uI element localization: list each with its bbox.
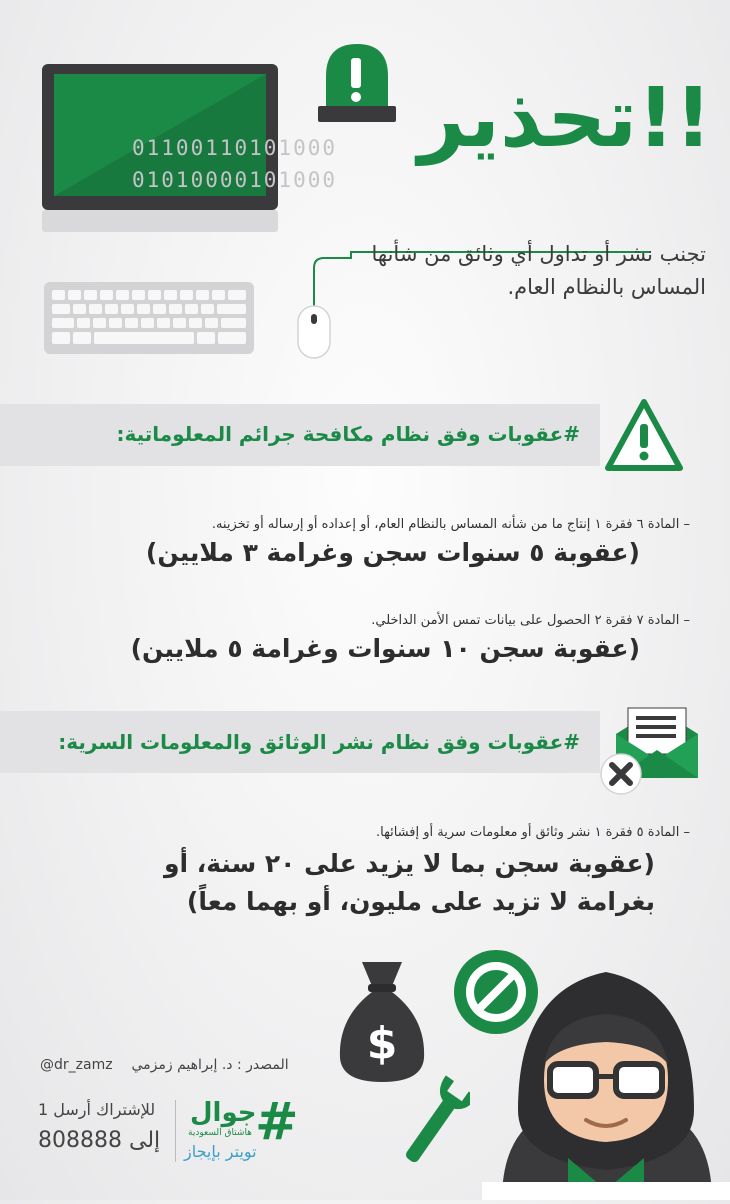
footer-divider	[175, 1100, 176, 1162]
warning-triangle-icon	[604, 398, 684, 472]
binary-code-row-2: 01010000101000	[132, 168, 338, 192]
brand-name: جوال	[190, 1098, 257, 1128]
article-6-text: – المادة ٦ فقرة ١ إنتاج ما من شأنه المساس بالنظام العام، أو إعداده أو إرساله أو تخزينه.	[211, 517, 690, 532]
brand-tagline: تويتر بإيجاز	[184, 1142, 257, 1161]
source-line	[40, 1057, 289, 1073]
keyboard-icon	[44, 282, 254, 354]
hashtag-logo-icon: #	[255, 1092, 299, 1152]
section1-heading: #عقوبات وفق نظام مكافحة جرائم المعلوماتية:	[116, 422, 580, 446]
section2-heading: #عقوبات وفق نظام نشر الوثائق والمعلومات السرية:	[58, 730, 580, 754]
twitter-handle[interactable]: @dr_zamz	[40, 1057, 113, 1073]
source-credit: المصدر : د. إبراهيم زمزمي	[131, 1057, 289, 1073]
money-bag-icon	[334, 958, 430, 1086]
intro-text: تجنب نشر أو تداول أي وثائق من شأنها المساس بالنظام العام.	[371, 242, 706, 299]
hacker-figure-icon	[482, 960, 730, 1200]
article-5-penalty: (عقوبة سجن بما لا يزيد على ٢٠ سنة، أو بغرامة لا تزيد على مليون، أو بهما معاً)	[163, 849, 655, 916]
siren-icon	[318, 40, 396, 122]
svg-text:$: $	[366, 1018, 398, 1069]
page-title: تحذير!!	[418, 71, 712, 166]
article-7-penalty: (عقوبة سجن ١٠ سنوات وغرامة ٥ ملايين)	[130, 634, 640, 663]
article-5-text: – المادة ٥ فقرة ١ نشر وثائق أو معلومات سرية أو إفشائها.	[375, 825, 690, 840]
close-icon	[599, 752, 643, 796]
wrench-icon	[400, 1070, 470, 1178]
article-6-penalty: (عقوبة ٥ سنوات سجن وغرامة ٣ ملايين)	[145, 538, 640, 567]
subscribe-line-2: إلى 808888	[38, 1128, 161, 1153]
article-7-text: – المادة ٧ فقرة ٢ الحصول على بيانات تمس الأمن الداخلي.	[371, 613, 690, 628]
binary-code-row-1: 01100110101000	[132, 136, 338, 160]
brand-subtitle: هاشتاق السعودية	[188, 1128, 252, 1138]
subscribe-line-1: للإشتراك أرسل 1	[38, 1100, 156, 1119]
